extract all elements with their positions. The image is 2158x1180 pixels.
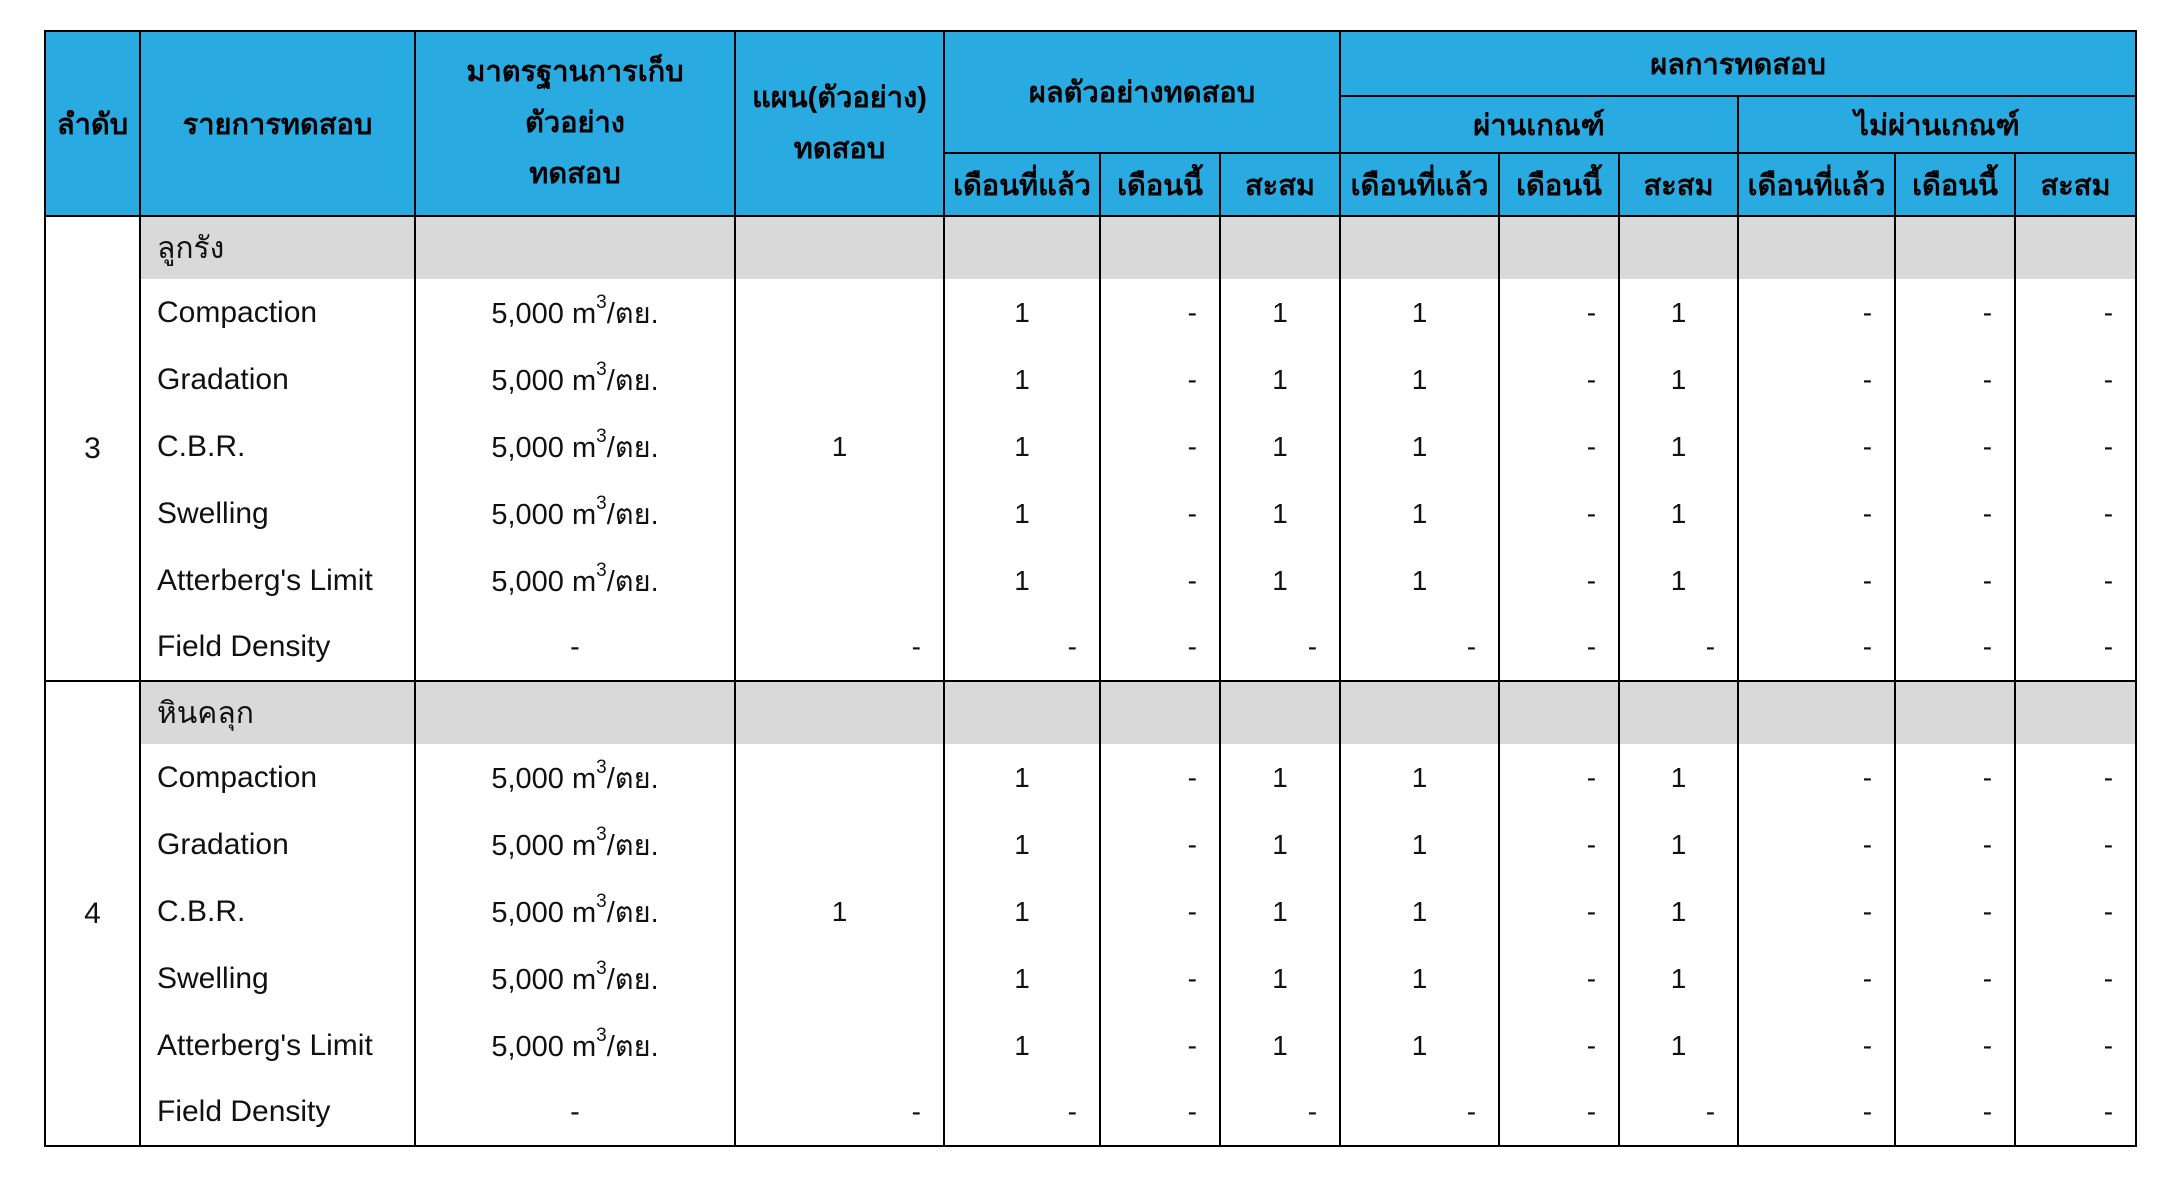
standard-cell [415, 945, 735, 1012]
cell-fail-this-month: - [1895, 945, 2015, 1012]
cell-fail-cumulative: - [2015, 547, 2136, 614]
cell-pass-last-month: 1 [1340, 480, 1499, 547]
cell-result-last-month: 1 [944, 279, 1100, 346]
test-row [45, 945, 2136, 1012]
band-cell [1895, 681, 2015, 744]
cell-pass-cumulative: 1 [1619, 878, 1738, 945]
cell-fail-cumulative: - [2015, 744, 2136, 811]
standard-base: - [570, 1095, 580, 1128]
group-number-cell: 4 [45, 681, 140, 1146]
cell-fail-this-month: - [1895, 614, 2015, 681]
test-name-cell: Compaction [140, 279, 415, 346]
test-row [45, 1012, 2136, 1079]
header-fail-last-month: เดือนที่แล้ว [1738, 153, 1895, 216]
cell-pass-this-month: - [1499, 878, 1619, 945]
test-name-cell: Swelling [140, 480, 415, 547]
cell-pass-cumulative: 1 [1619, 279, 1738, 346]
standard-superscript: 3 [596, 492, 607, 514]
header-fail-criteria: ไม่ผ่านเกณฑ์ [1738, 96, 2136, 153]
cell-result-last-month: 1 [944, 480, 1100, 547]
cell-fail-this-month: - [1895, 480, 2015, 547]
cell-result-last-month: 1 [944, 1012, 1100, 1079]
standard-base: 5,000 m [491, 829, 597, 862]
standard-cell [415, 413, 735, 480]
cell-pass-cumulative: 1 [1619, 744, 1738, 811]
header-sample-results: ผลตัวอย่างทดสอบ [944, 31, 1340, 153]
standard-superscript: 3 [596, 890, 607, 912]
test-row [45, 547, 2136, 614]
material-name-cell: หินคลุก [140, 681, 415, 744]
standard-base: 5,000 m [491, 565, 597, 598]
cell-fail-this-month: - [1895, 346, 2015, 413]
cell-pass-last-month: 1 [1340, 1012, 1499, 1079]
cell-fail-last-month: - [1738, 480, 1895, 547]
header-fail-this-month: เดือนนี้ [1895, 153, 2015, 216]
standard-cell [415, 547, 735, 614]
cell-pass-this-month: - [1499, 811, 1619, 878]
cell-result-last-month: - [944, 1079, 1100, 1146]
plan-cell: 1 [735, 413, 944, 480]
cell-fail-last-month: - [1738, 878, 1895, 945]
cell-result-last-month: 1 [944, 547, 1100, 614]
cell-result-last-month: 1 [944, 811, 1100, 878]
header-row-1 [45, 31, 2136, 96]
test-report-table [44, 30, 2137, 1147]
standard-base: 5,000 m [491, 364, 597, 397]
plan-cell [735, 744, 944, 811]
test-name-cell: Gradation [140, 811, 415, 878]
cell-pass-cumulative: 1 [1619, 480, 1738, 547]
cell-result-this-month: - [1100, 614, 1220, 681]
cell-fail-cumulative: - [2015, 346, 2136, 413]
standard-cell [415, 811, 735, 878]
header-test-item: รายการทดสอบ [140, 31, 415, 216]
cell-pass-this-month: - [1499, 413, 1619, 480]
standard-superscript: 3 [596, 823, 607, 845]
cell-result-cumulative: 1 [1220, 279, 1340, 346]
band-cell [2015, 681, 2136, 744]
cell-fail-this-month: - [1895, 413, 2015, 480]
cell-pass-this-month: - [1499, 346, 1619, 413]
cell-result-this-month: - [1100, 945, 1220, 1012]
cell-fail-this-month: - [1895, 1079, 2015, 1146]
test-name-cell: C.B.R. [140, 878, 415, 945]
cell-result-this-month: - [1100, 346, 1220, 413]
standard-cell [415, 346, 735, 413]
standard-superscript: 3 [596, 756, 607, 778]
test-row [45, 1079, 2136, 1146]
standard-cell [415, 1012, 735, 1079]
test-row [45, 413, 2136, 480]
test-name-cell: C.B.R. [140, 413, 415, 480]
cell-pass-cumulative: 1 [1619, 1012, 1738, 1079]
cell-pass-this-month: - [1499, 945, 1619, 1012]
cell-result-this-month: - [1100, 480, 1220, 547]
cell-pass-last-month: 1 [1340, 744, 1499, 811]
cell-pass-this-month: - [1499, 1012, 1619, 1079]
header-pass-cumulative: สะสม [1619, 153, 1738, 216]
cell-result-last-month: 1 [944, 413, 1100, 480]
cell-fail-cumulative: - [2015, 1079, 2136, 1146]
cell-fail-this-month: - [1895, 744, 2015, 811]
cell-fail-last-month: - [1738, 811, 1895, 878]
test-name-cell: Field Density [140, 614, 415, 681]
standard-cell [415, 279, 735, 346]
cell-result-this-month: - [1100, 878, 1220, 945]
test-row [45, 878, 2136, 945]
standard-superscript: 3 [596, 1024, 607, 1046]
cell-result-last-month: 1 [944, 744, 1100, 811]
standard-unit: /ตย. [606, 762, 659, 795]
standard-cell [415, 614, 735, 681]
band-cell [2015, 216, 2136, 279]
cell-fail-cumulative: - [2015, 878, 2136, 945]
test-row [45, 279, 2136, 346]
standard-unit: /ตย. [606, 297, 659, 330]
band-cell [1499, 681, 1619, 744]
cell-pass-cumulative: - [1619, 614, 1738, 681]
standard-superscript: 3 [596, 559, 607, 581]
cell-fail-last-month: - [1738, 413, 1895, 480]
standard-cell [415, 744, 735, 811]
cell-pass-last-month: 1 [1340, 346, 1499, 413]
cell-pass-last-month: - [1340, 1079, 1499, 1146]
header-plan [735, 31, 944, 216]
cell-result-this-month: - [1100, 1079, 1220, 1146]
cell-result-cumulative: 1 [1220, 547, 1340, 614]
cell-fail-cumulative: - [2015, 1012, 2136, 1079]
header-pass-this-month: เดือนนี้ [1499, 153, 1619, 216]
band-cell [415, 681, 735, 744]
band-cell [944, 681, 1100, 744]
cell-fail-this-month: - [1895, 878, 2015, 945]
plan-cell [735, 1012, 944, 1079]
test-row [45, 346, 2136, 413]
band-cell [1100, 216, 1220, 279]
standard-unit: /ตย. [606, 364, 659, 397]
cell-result-cumulative: 1 [1220, 744, 1340, 811]
cell-fail-cumulative: - [2015, 614, 2136, 681]
band-cell [1340, 681, 1499, 744]
cell-fail-last-month: - [1738, 1079, 1895, 1146]
plan-cell [735, 945, 944, 1012]
band-cell [1738, 681, 1895, 744]
band-cell [1619, 216, 1738, 279]
standard-unit: /ตย. [606, 963, 659, 996]
header-plan-line1: แผน(ตัวอย่าง) [752, 81, 927, 114]
cell-pass-this-month: - [1499, 279, 1619, 346]
cell-result-last-month: 1 [944, 945, 1100, 1012]
cell-pass-this-month: - [1499, 480, 1619, 547]
standard-unit: /ตย. [606, 431, 659, 464]
cell-pass-this-month: - [1499, 547, 1619, 614]
header-standard [415, 31, 735, 216]
cell-pass-this-month: - [1499, 744, 1619, 811]
material-row [45, 681, 2136, 744]
cell-result-last-month: - [944, 614, 1100, 681]
test-row [45, 811, 2136, 878]
cell-pass-last-month: 1 [1340, 811, 1499, 878]
cell-pass-cumulative: - [1619, 1079, 1738, 1146]
test-name-cell: Compaction [140, 744, 415, 811]
table-header [45, 31, 2136, 216]
test-name-cell: Atterberg's Limit [140, 1012, 415, 1079]
cell-result-this-month: - [1100, 413, 1220, 480]
standard-base: 5,000 m [491, 431, 597, 464]
header-standard-line2: ทดสอบ [529, 157, 621, 190]
standard-superscript: 3 [596, 358, 607, 380]
header-no: ลำดับ [45, 31, 140, 216]
cell-result-cumulative: 1 [1220, 1012, 1340, 1079]
cell-pass-cumulative: 1 [1619, 547, 1738, 614]
standard-unit: /ตย. [606, 829, 659, 862]
cell-pass-this-month: - [1499, 614, 1619, 681]
cell-pass-last-month: 1 [1340, 878, 1499, 945]
cell-fail-last-month: - [1738, 614, 1895, 681]
cell-result-cumulative: 1 [1220, 480, 1340, 547]
cell-result-this-month: - [1100, 1012, 1220, 1079]
band-cell [1738, 216, 1895, 279]
cell-pass-last-month: 1 [1340, 413, 1499, 480]
band-cell [1619, 681, 1738, 744]
standard-cell [415, 878, 735, 945]
cell-pass-last-month: - [1340, 614, 1499, 681]
standard-unit: /ตย. [606, 498, 659, 531]
standard-base: 5,000 m [491, 762, 597, 795]
cell-pass-last-month: 1 [1340, 279, 1499, 346]
band-cell [1340, 216, 1499, 279]
standard-unit: /ตย. [606, 1030, 659, 1063]
header-pass-criteria: ผ่านเกณฑ์ [1340, 96, 1738, 153]
cell-pass-cumulative: 1 [1619, 945, 1738, 1012]
cell-fail-last-month: - [1738, 279, 1895, 346]
standard-base: 5,000 m [491, 1030, 597, 1063]
test-row [45, 744, 2136, 811]
cell-pass-cumulative: 1 [1619, 413, 1738, 480]
material-name-cell: ลูกรัง [140, 216, 415, 279]
material-row [45, 216, 2136, 279]
header-standard-line1: มาตรฐานการเก็บตัวอย่าง [466, 56, 684, 140]
cell-fail-this-month: - [1895, 547, 2015, 614]
standard-base: 5,000 m [491, 963, 597, 996]
cell-result-last-month: 1 [944, 878, 1100, 945]
standard-unit: /ตย. [606, 565, 659, 598]
standard-superscript: 3 [596, 425, 607, 447]
cell-fail-cumulative: - [2015, 279, 2136, 346]
cell-result-last-month: 1 [944, 346, 1100, 413]
cell-result-this-month: - [1100, 547, 1220, 614]
cell-result-cumulative: - [1220, 1079, 1340, 1146]
cell-result-this-month: - [1100, 279, 1220, 346]
band-cell [1220, 681, 1340, 744]
standard-superscript: 3 [596, 291, 607, 313]
test-row [45, 614, 2136, 681]
plan-cell [735, 279, 944, 346]
test-name-cell: Atterberg's Limit [140, 547, 415, 614]
standard-base: 5,000 m [491, 896, 597, 929]
header-result-this-month: เดือนนี้ [1100, 153, 1220, 216]
plan-cell: - [735, 1079, 944, 1146]
cell-fail-cumulative: - [2015, 413, 2136, 480]
cell-fail-last-month: - [1738, 1012, 1895, 1079]
plan-cell: 1 [735, 878, 944, 945]
header-plan-line2: ทดสอบ [793, 132, 886, 165]
standard-cell [415, 1079, 735, 1146]
cell-pass-last-month: 1 [1340, 547, 1499, 614]
cell-pass-cumulative: 1 [1619, 811, 1738, 878]
standard-cell [415, 480, 735, 547]
header-fail-cumulative: สะสม [2015, 153, 2136, 216]
cell-pass-last-month: 1 [1340, 945, 1499, 1012]
band-cell [735, 216, 944, 279]
cell-pass-this-month: - [1499, 1079, 1619, 1146]
cell-result-cumulative: - [1220, 614, 1340, 681]
test-row [45, 480, 2136, 547]
cell-fail-cumulative: - [2015, 811, 2136, 878]
standard-base: 5,000 m [491, 498, 597, 531]
group-number-cell: 3 [45, 216, 140, 681]
cell-fail-cumulative: - [2015, 945, 2136, 1012]
cell-result-cumulative: 1 [1220, 878, 1340, 945]
cell-fail-last-month: - [1738, 547, 1895, 614]
band-cell [415, 216, 735, 279]
cell-result-cumulative: 1 [1220, 811, 1340, 878]
band-cell [1895, 216, 2015, 279]
cell-result-cumulative: 1 [1220, 346, 1340, 413]
header-test-results: ผลการทดสอบ [1340, 31, 2136, 96]
test-name-cell: Field Density [140, 1079, 415, 1146]
band-cell [944, 216, 1100, 279]
header-result-cumulative: สะสม [1220, 153, 1340, 216]
cell-fail-this-month: - [1895, 1012, 2015, 1079]
cell-fail-this-month: - [1895, 811, 2015, 878]
band-cell [1499, 216, 1619, 279]
test-name-cell: Swelling [140, 945, 415, 1012]
cell-fail-last-month: - [1738, 945, 1895, 1012]
table-body [45, 216, 2136, 1146]
standard-base: 5,000 m [491, 297, 597, 330]
cell-fail-last-month: - [1738, 346, 1895, 413]
standard-superscript: 3 [596, 957, 607, 979]
cell-result-this-month: - [1100, 811, 1220, 878]
header-pass-last-month: เดือนที่แล้ว [1340, 153, 1499, 216]
standard-unit: /ตย. [606, 896, 659, 929]
plan-cell: - [735, 614, 944, 681]
band-cell [1220, 216, 1340, 279]
plan-cell [735, 346, 944, 413]
cell-fail-cumulative: - [2015, 480, 2136, 547]
plan-cell [735, 811, 944, 878]
band-cell [735, 681, 944, 744]
band-cell [1100, 681, 1220, 744]
standard-base: - [570, 630, 580, 663]
plan-cell [735, 547, 944, 614]
cell-result-this-month: - [1100, 744, 1220, 811]
cell-result-cumulative: 1 [1220, 945, 1340, 1012]
cell-pass-cumulative: 1 [1619, 346, 1738, 413]
cell-result-cumulative: 1 [1220, 413, 1340, 480]
cell-fail-this-month: - [1895, 279, 2015, 346]
plan-cell [735, 480, 944, 547]
test-name-cell: Gradation [140, 346, 415, 413]
cell-fail-last-month: - [1738, 744, 1895, 811]
header-result-last-month: เดือนที่แล้ว [944, 153, 1100, 216]
